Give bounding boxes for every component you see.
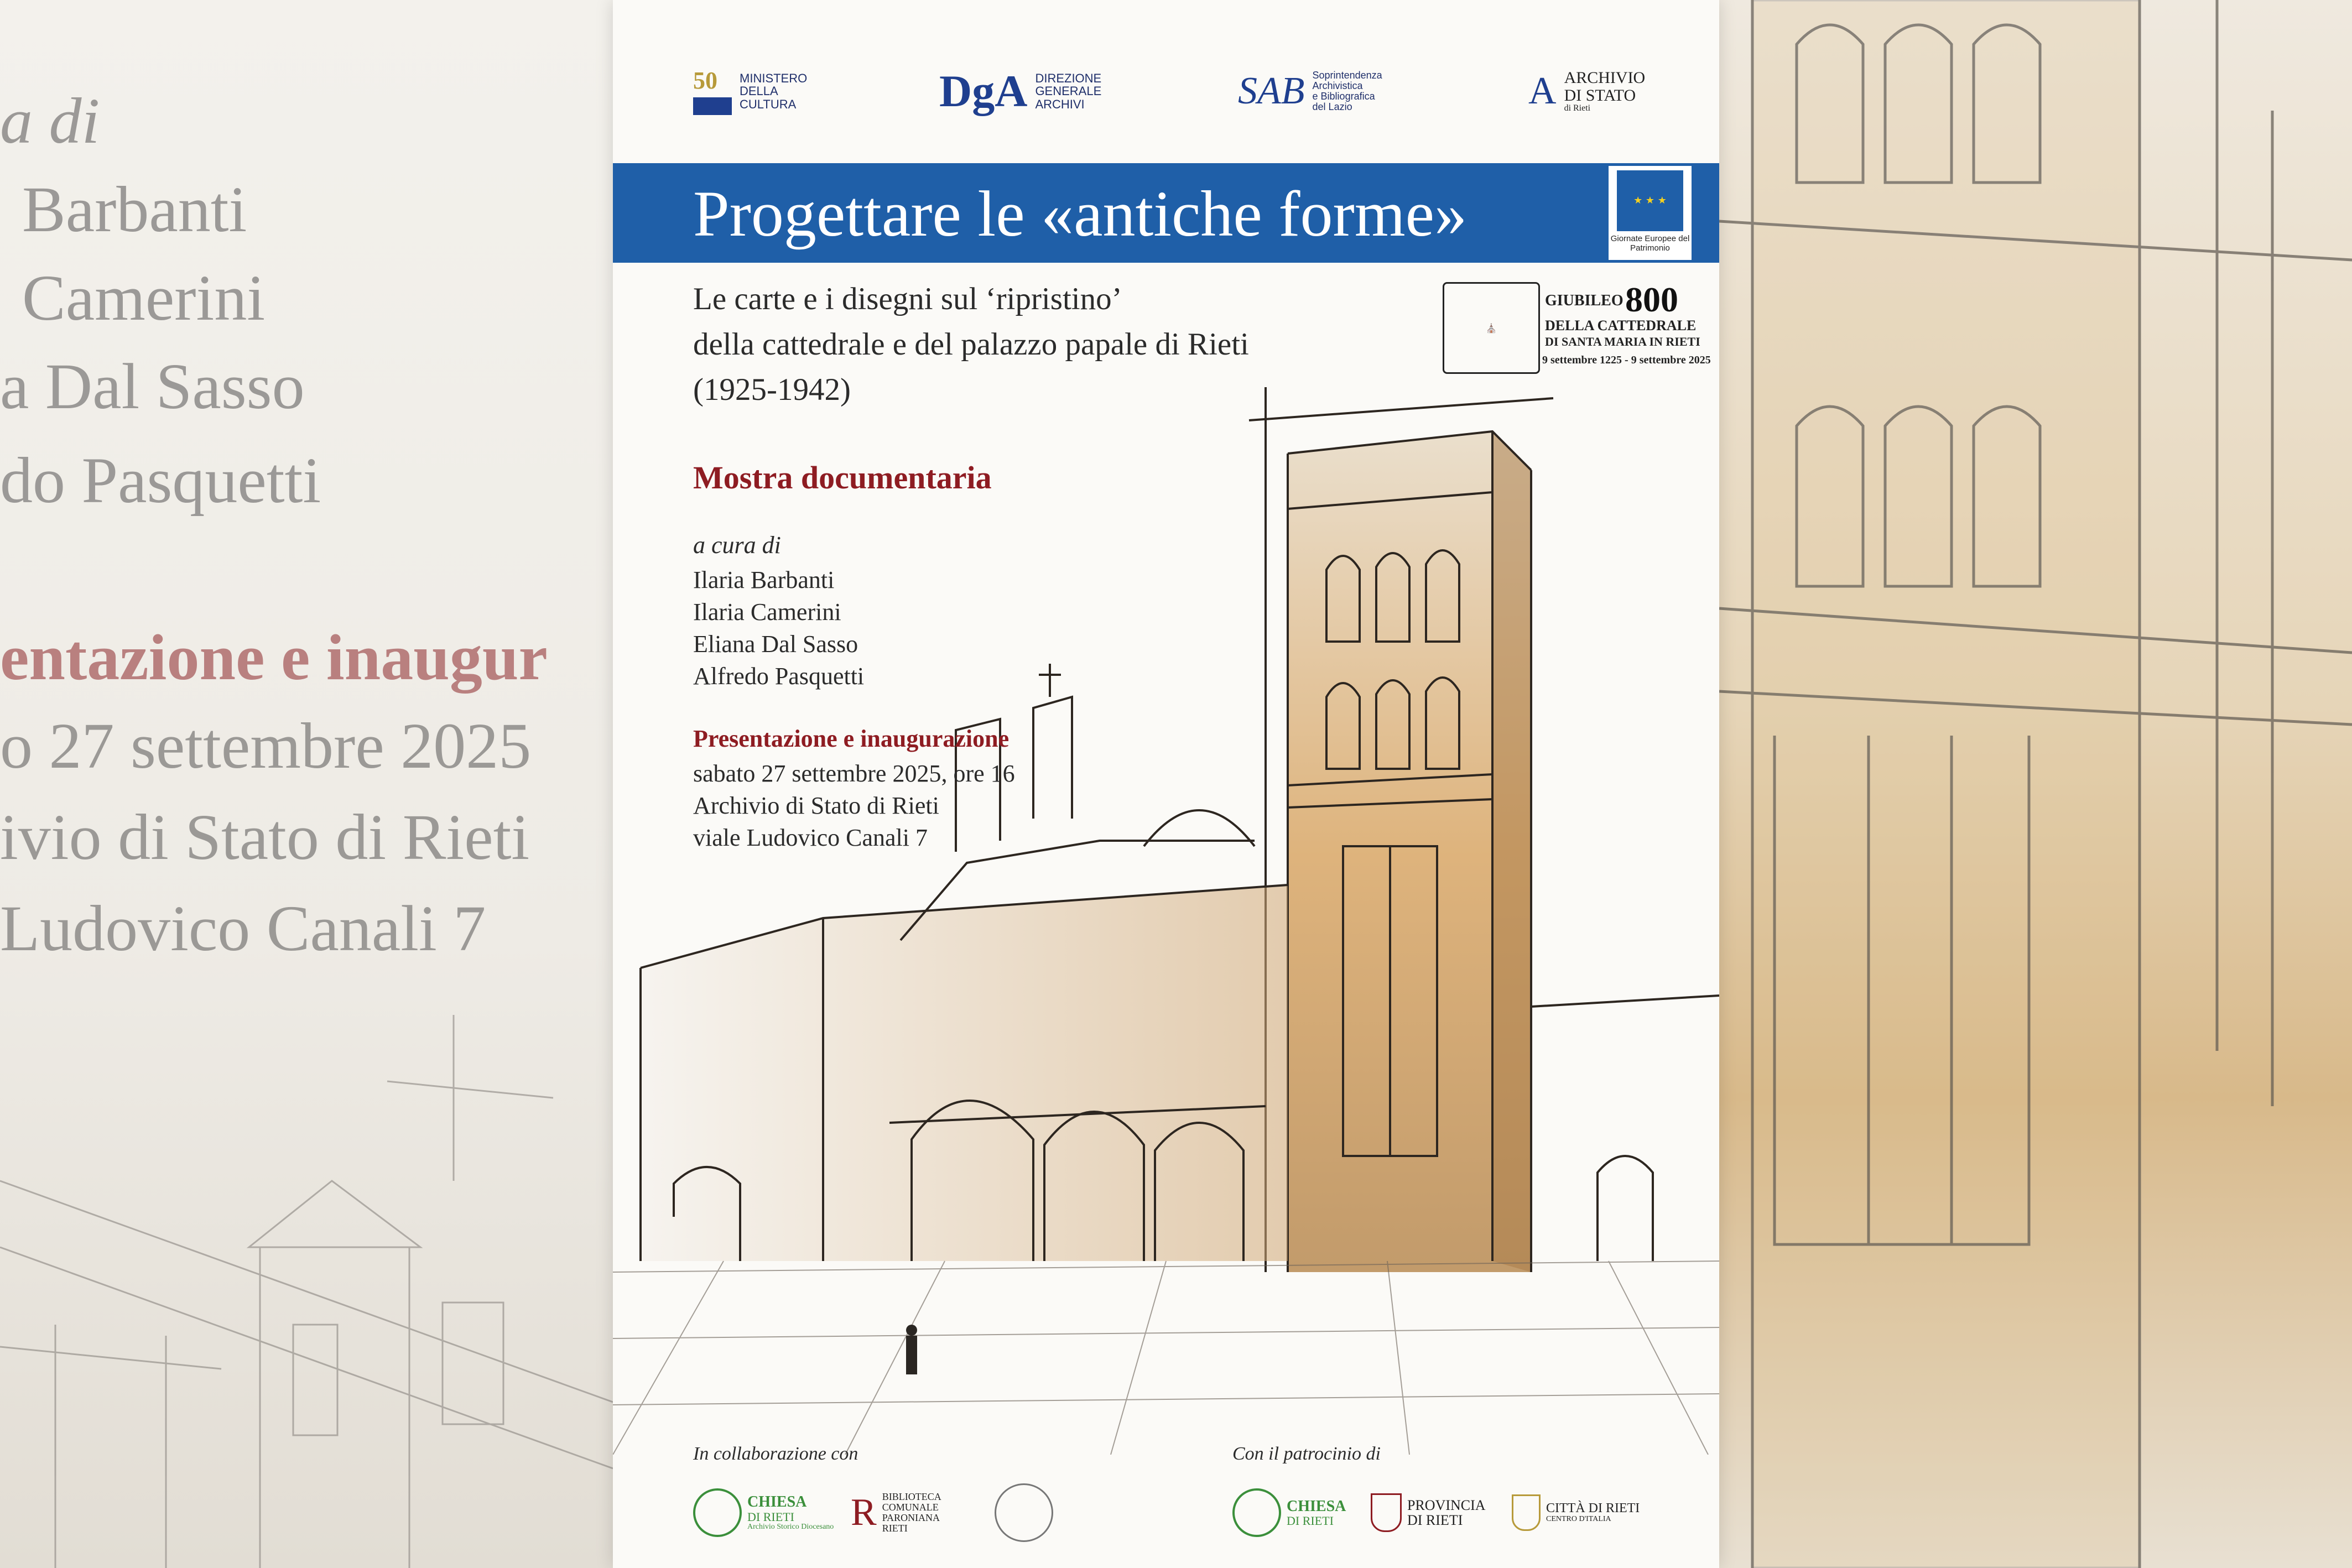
subtitle: Le carte e i disegni sul ‘ripristino’ della cattedrale e del palazzo papale di Rieti (1925-1942) [693,282,1249,407]
jubilee-label: GIUBILEO [1545,292,1623,309]
eu-heritage-badge [1609,166,1692,260]
background-left [0,0,613,1568]
jubilee-dates: 9 settembre 1225 - 9 settembre 2025 [1542,354,1711,366]
curator-name: Eliana Dal Sasso [693,631,858,658]
curators-list [693,564,864,692]
presentation-heading: Presentazione e inaugurazione [693,725,1010,752]
bg-tower-sketch [1719,0,2352,1568]
bg-text-archivio: ivio di Stato di Rieti [0,801,530,873]
biblioteca-mark-icon: R [851,1491,877,1534]
bg-sketch-left [0,1015,613,1568]
provincia-crest-icon [1371,1493,1402,1532]
logo-provincia-rieti[interactable]: PROVINCIA DI RIETI [1371,1482,1486,1543]
bg-text-dalsasso: a Dal Sasso [0,350,305,423]
bg-text-camerini: Camerini [22,262,266,334]
sab-mark-icon: SAB [1238,70,1305,112]
title-band [613,163,1719,263]
logo-chiesa-rieti[interactable]: CHIESA DI RIETI [1232,1482,1346,1543]
dga-mark-icon: DgA [939,66,1028,116]
bg-text-barbanti: Barbanti [22,173,247,246]
bg-text-cura: a di [0,85,100,157]
mic-icon: 50 [693,66,732,116]
curator-name: Ilaria Camerini [693,598,841,626]
logo-dga[interactable]: DgA DIREZIONE GENERALE ARCHIVI [939,66,1102,116]
bg-text-viale: Ludovico Canali 7 [0,892,486,965]
citta-crest-icon [1512,1494,1541,1531]
curator-name: Ilaria Barbanti [693,566,835,593]
logo-archivio-stato[interactable]: A ARCHIVIO DI STATO di Rieti [1528,69,1646,113]
poster-title: Progettare le «antiche forme» [693,178,1468,250]
bg-text-pasquetti: do Pasquetti [0,444,321,517]
eu-badge-caption: Giornate Europee del Patrimonio [1610,234,1690,253]
logo-soprintendenza[interactable]: SAB Soprintendenza Archivistica e Bibliografica del Lazio [1238,70,1382,112]
jubilee-logo [1443,280,1711,376]
logo-biblioteca-paroniana[interactable]: R BIBLIOTECA COMUNALE PARONIANA RIETI [851,1491,941,1534]
chiesa-emblem-icon [693,1488,742,1537]
logo-round-seal[interactable] [995,1482,1053,1543]
cura-label: a cura di [693,532,781,559]
background-right [1719,0,2352,1568]
curator-name: Alfredo Pasquetti [693,663,865,690]
archivio-mark-icon: A [1528,70,1557,112]
mostra-heading: Mostra documentaria [693,460,992,496]
header-logos [613,61,1719,122]
cathedral-seal-icon: ⛪ [1443,282,1540,374]
patronage-label: Con il patrocinio di [1232,1444,1381,1464]
eu-stars-icon: ★ ★ ★ [1617,170,1683,231]
round-seal-icon [995,1483,1053,1542]
bg-text-presentazione: entazione e inaugur [0,621,548,694]
presentation-date: sabato 27 settembre 2025, ore 16 [693,760,1015,787]
presentation-details [693,758,1015,854]
logo-ministero-cultura[interactable]: 50 MINISTERO DELLA CULTURA [693,61,807,122]
logo-citta-rieti[interactable]: CITTÀ DI RIETI CENTRO D'ITALIA [1512,1482,1640,1543]
collaboration-label: In collaborazione con [693,1444,858,1464]
chiesa-emblem-icon [1232,1488,1281,1537]
jubilee-number: 800 [1625,280,1678,319]
jubilee-line3: DI SANTA MARIA IN RIETI [1545,335,1700,348]
poster [613,0,1719,1568]
presentation-address: viale Ludovico Canali 7 [693,824,928,851]
presentation-venue: Archivio di Stato di Rieti [693,792,939,819]
jubilee-line2: DELLA CATTEDRALE [1545,317,1697,334]
logo-chiesa-rieti-archivio[interactable]: CHIESA DI RIETI Archivio Storico Diocesano [693,1482,834,1543]
bg-text-date: o 27 settembre 2025 [0,710,532,782]
